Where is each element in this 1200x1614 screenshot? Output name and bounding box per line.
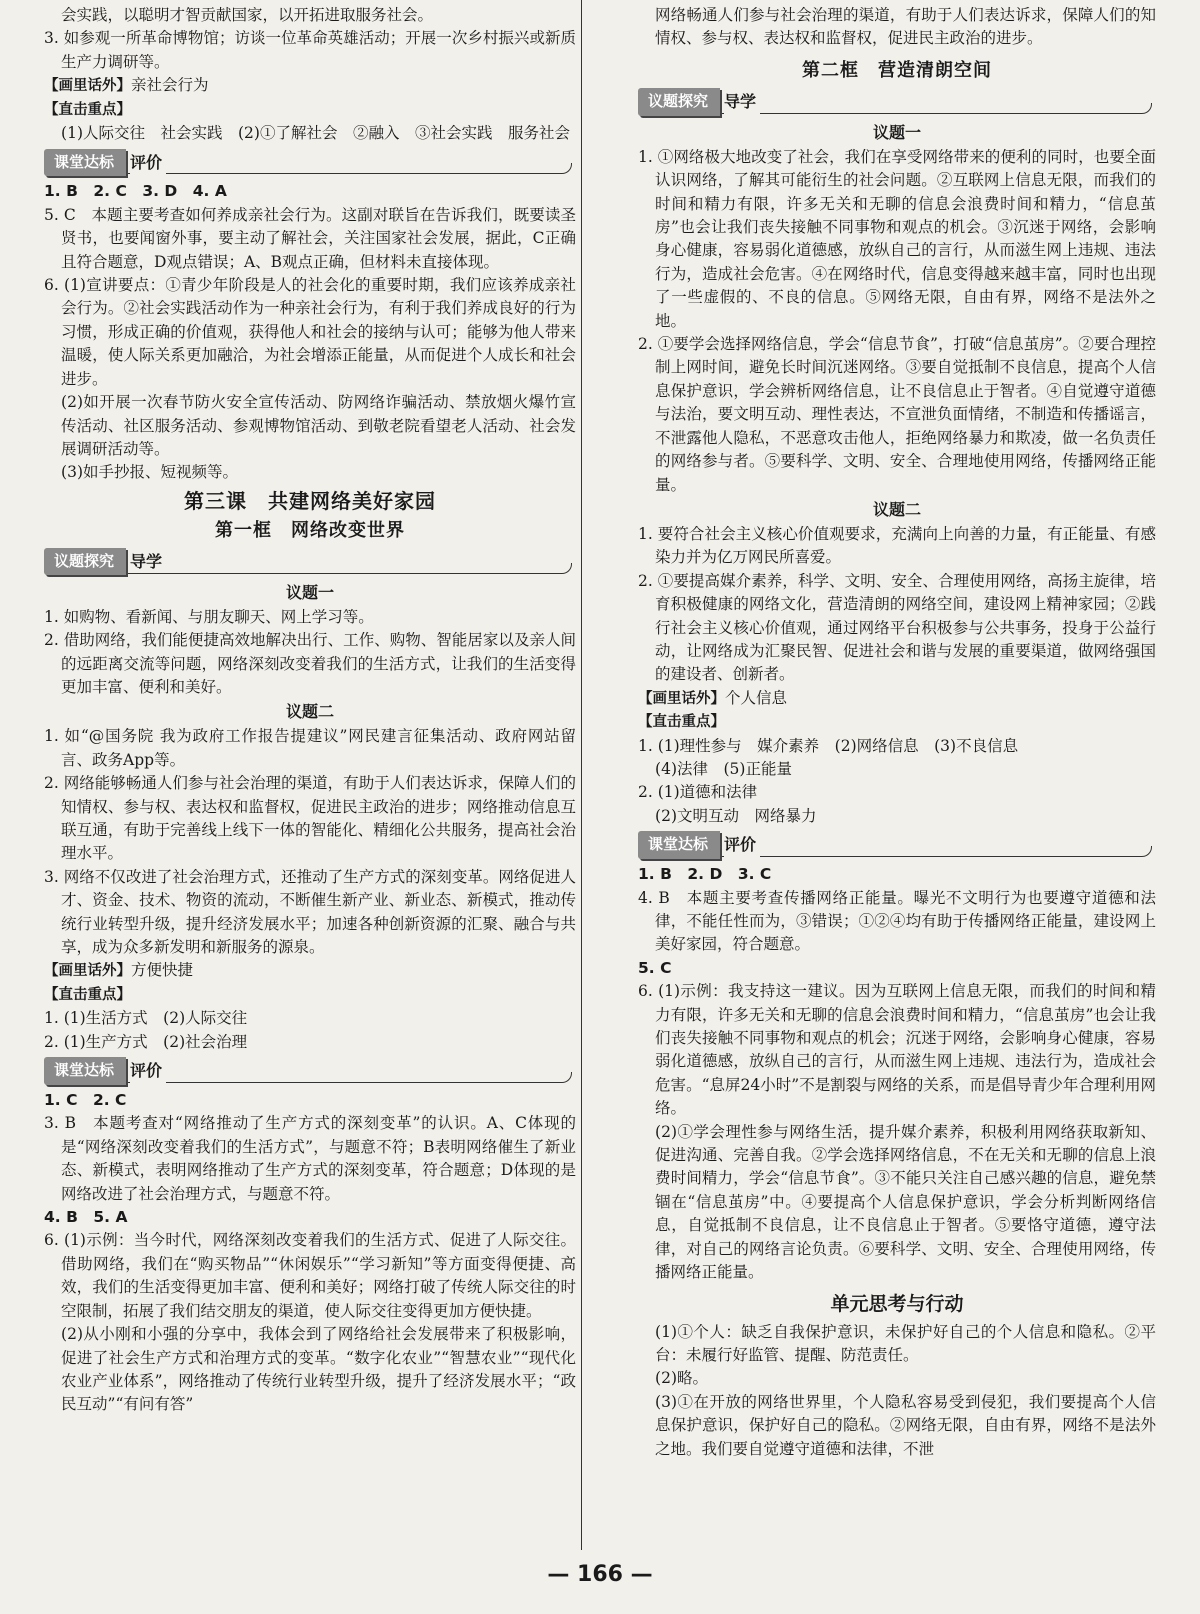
answer-item: 3. 网络不仅改进了社会治理方式，还推动了生产方式的深刻变革。网络促进人才、资金、技术、物资的流动，不断催生新产业、新业态、新模式，推动传统行业转型升级，提升经济发展水平；加速各种创新资源的汇聚、融合与共享，成为众多新发明和新服务的源泉。	[44, 867, 576, 956]
banner-box: 议题探究	[638, 88, 720, 115]
answer-item: (1)①个人：缺乏自我保护意识，未保护好自己的个人信息和隐私。②平台：未履行好监管、提醒、防范责任。	[655, 1322, 1156, 1364]
section-banner	[44, 549, 576, 575]
right-column	[638, 4, 1156, 1461]
section-banner	[44, 149, 576, 175]
answer-item: 2. (1)道德和法律	[638, 783, 758, 802]
banner-box: 课堂达标	[44, 1057, 126, 1084]
answer-item: 1. 如“@国务院 我为政府工作报告提建议”网民建言征集活动、政府网站留言、政务App等。	[44, 727, 576, 769]
huali-row	[44, 74, 576, 98]
banner-box: 课堂达标	[44, 149, 126, 176]
huali-text: 方便快捷	[131, 961, 194, 980]
answer-line: 4. B 5. A	[44, 1208, 128, 1227]
answer-line: 1. C 2. C	[44, 1091, 127, 1110]
banner-sub: 评价	[130, 1059, 166, 1082]
answer-item: 4. B 本题主要考查传播网络正能量。曝光不文明行为也要遵守道德和法律，不能任性而为，③错误；①②④均有助于传播网络正能量，建设网上美好家园，符合题意。	[638, 888, 1156, 954]
answer-item: 1. 要符合社会主义核心价值观要求，充满向上向善的力量，有正能量、有感染力并为亿万网民所喜爱。	[638, 524, 1156, 567]
page-number: — 166 —	[547, 1562, 653, 1587]
zhiji-label: 【直击重点】	[44, 986, 131, 1003]
answer-item: 2. ①要学会选择网络信息，学会“信息节食”，打破“信息茧房”。②要合理控制上网时间，避免长时间沉迷网络。③要自觉抵制不良信息，提高个人信息保护意识，学会辨析网络信息，让不良信息止于智者。④自觉遵守道德与法治，要文明互动、理性表达，不宣泄负面情绪，不制造和传播谣言，不泄露他人隐私，不恶意攻击他人，拒绝网络暴力和欺凌，做一名负责任的网络参与者。⑤要科学、文明、安全、合理地使用网络，传播网络正能量。	[638, 335, 1156, 494]
answer-line: 1. B 2. D 3. C	[638, 865, 772, 884]
text-line: 3. 如参观一所革命博物馆；访谈一位革命英雄活动；开展一次乡村振兴或新质生产力调研等。	[44, 29, 576, 71]
huali-row: 【画里话外】个人信息	[638, 688, 788, 707]
answer-item: 1. 如购物、看新闻、与朋友聊天、网上学习等。	[44, 607, 374, 626]
answer-item: (2)①学会理性参与网络生活，提升媒介素养，积极利用网络获取新知、促进沟通、完善自我。②学会选择网络信息，不在无关和无聊的信息上浪费时间精力，学会“信息节食”。③不能只关注自己感兴趣的信息，避免禁锢在“信息茧房”中。④要提高个人信息保护意识，学会分析判断网络信息，自觉抵制不良信息，让不良信息止于智者。⑤要恪守道德，遵守法律，对自己的网络言论负责。⑥要科学、文明、安全、合理使用网络，传播网络正能量。	[655, 1122, 1156, 1282]
answer-item: 2. 网络能够畅通人们参与社会治理的渠道，有助于人们表达诉求，保障人们的知情权、参与权、表达权和监督权，促进民主政治的进步；网络推动信息互联互通，有助于完善线上线下一体的智能化、精细化公共服务，提高社会治理水平。	[44, 774, 576, 863]
huali-label: 【画里话外】	[44, 78, 131, 95]
huali-row: 【画里话外】方便快捷	[44, 961, 194, 980]
answer-item: 1. (1)生活方式 (2)人际交往	[44, 1009, 248, 1028]
answer-item: 2. ①要提高媒介素养，科学、文明、安全、合理使用网络，高扬主旋律，培育积极健康的网络文化，营造清朗的网络空间，建设网上精神家园；②践行社会主义核心价值观，通过网络平台积极参与公共事务，投身于公益行动，让网络成为汇聚民智、促进社会和谐与发展的重要渠道，做网络强国的建设者、创新者。	[638, 571, 1156, 684]
topic-heading: 议题一	[285, 582, 334, 602]
answer-item: 1. ①网络极大地改变了社会，我们在享受网络带来的便利的同时，也要全面认识网络，了解其可能衍生的社会问题。②互联网上信息无限，而我们的时间和精力有限，许多无关和无聊的信息会浪费时间和精力，“信息茧房”也会让我们丧失接触不同事物和观点的机会。③沉迷于网络，会影响身心健康，容易弱化道德感，放纵自己的言行，从而滋生网上违规、违法行为，造成社会危害。④在网络时代，信息变得越来越丰富，同时也出现了一些虚假的、不良的信息。⑤网络无限，自由有界，网络不是法外之地。	[638, 147, 1156, 330]
section-banner	[638, 89, 1156, 115]
answer-item: 5. C 本题主要考查如何养成亲社会行为。这副对联旨在告诉我们，既要读圣贤书，也要闻窗外事，要主动了解社会，关注国家社会发展，据此，C正确且符合题意，D观点错误；A、B观点正确，但材料未直接体现。	[44, 205, 576, 271]
huali-text: 个人信息	[725, 688, 788, 707]
section-title: 第二框 营造清朗空间	[802, 59, 992, 81]
banner-sub: 评价	[724, 833, 760, 856]
section-title: 第一框 网络改变世界	[215, 519, 405, 541]
column-divider	[581, 0, 582, 1550]
text-line: 会实践，以聪明才智贡献国家，以开拓进取服务社会。	[61, 6, 434, 24]
answer-line: 5. C	[638, 958, 672, 977]
answer-item: 6. (1)示例：当今时代，网络深刻改变着我们的生活方式、促进了人际交往。借助网络，我们在“购买物品”“休闲娱乐”“学习新知”等方面变得便捷、高效，我们的生活变得更加丰富、便利和美好；网络打破了传统人际交往的时空限制，拓展了我们结交朋友的渠道，使人际交往变得更加方便快捷。	[44, 1231, 576, 1320]
zhiji-label: 【直击重点】	[44, 101, 131, 118]
answer-item: (3)如手抄报、短视频等。	[61, 463, 239, 482]
answer-item: 2. 借助网络，我们能便捷高效地解决出行、工作、购物、智能居家以及亲人间的远距离交流等问题，网络深刻改变着我们的生活方式，让我们的生活变得更加丰富、便利和美好。	[44, 631, 576, 696]
answer-item: (4)法律 (5)正能量	[655, 759, 792, 778]
answer-item: 1. (1)理性参与 媒介素养 (2)网络信息 (3)不良信息	[638, 736, 1019, 755]
banner-box: 课堂达标	[638, 831, 720, 858]
banner-sub: 导学	[130, 550, 166, 573]
left-column	[44, 4, 576, 1461]
lesson-title: 第三课 共建网络美好家园	[184, 488, 436, 513]
answer-item: (2)如开展一次春节防火安全宣传活动、防网络诈骗活动、禁放烟火爆竹宣传活动、社区服务活动、参观博物馆活动、到敬老院看望老人活动、社会发展调研活动等。	[61, 393, 576, 458]
huali-text: 亲社会行为	[131, 76, 209, 95]
answer-item: 6. (1)示例：我支持这一建议。因为互联网上信息无限，而我们的时间和精力有限，许多无关和无聊的信息会浪费时间和精力，“信息茧房”也会让我们丧失接触不同事物和观点的机会；沉迷于网络，会影响身心健康，容易弱化道德感，放纵自己的言行，从而滋生网上违规、违法行为，造成社会危害。“息屏24小时”不是割裂与网络的关系，而是倡导青少年合理利用网络。	[638, 982, 1156, 1118]
unit-title: 单元思考与行动	[830, 1292, 964, 1315]
zhiji-text: (1)人际交往 社会实践 (2)①了解社会 ②融入 ③社会实践 服务社会	[61, 124, 570, 143]
answer-item: (2)略。	[655, 1369, 709, 1388]
topic-heading: 议题二	[872, 499, 921, 519]
topic-heading: 议题一	[872, 122, 921, 142]
answer-line: 1. B 2. C 3. D 4. A	[44, 182, 227, 201]
topic-heading: 议题二	[285, 702, 334, 722]
answer-item: (3)①在开放的网络世界里，个人隐私容易受到侵犯，我们要提高个人信息保护意识，保护好自己的隐私。②网络无限，自由有界，网络不是法外之地。我们要自觉遵守道德和法律，不泄	[655, 1392, 1156, 1458]
answer-item: 6. (1)宣讲要点：①青少年阶段是人的社会化的重要时期，我们应该养成亲社会行为。②社会实践活动作为一种亲社会行为，有利于我们养成良好的行为习惯，形成正确的价值观，获得他人和社会的接纳与认可；能够为他人带来温暖，使人际关系更加融洽，为社会增添正能量，从而促进个人成长和社会进步。	[44, 276, 576, 388]
banner-box: 议题探究	[44, 548, 126, 575]
banner-sub: 评价	[130, 151, 166, 174]
text-line: 网络畅通人们参与社会治理的渠道，有助于人们表达诉求，保障人们的知情权、参与权、表达权和监督权，促进民主政治的进步。	[655, 6, 1156, 48]
section-banner	[44, 1058, 576, 1084]
answer-item: 2. (1)生产方式 (2)社会治理	[44, 1032, 248, 1051]
answer-item: (2)从小刚和小强的分享中，我体会到了网络给社会发展带来了积极影响，促进了社会生产方式和治理方式的变革。“数字化农业”“智慧农业”“现代化农业产业体系”，网络推动了传统行业转型升级，提升了经济发展水平；“政民互动”“有问有答”	[61, 1325, 576, 1414]
answer-item: (2)文明互动 网络暴力	[655, 806, 817, 825]
banner-sub: 导学	[724, 90, 760, 113]
answer-item: 3. B 本题考查对“网络推动了生产方式的深刻变革”的认识。A、C体现的是“网络深刻改变着我们的生活方式”，与题意不符；B表明网络催生了新业态、新模式，表明网络推动了生产方式的深刻变革，符合题意；D体现的是网络改进了社会治理方式，与题意不符。	[44, 1114, 576, 1203]
zhiji-label: 【直击重点】	[638, 714, 725, 731]
section-banner	[638, 832, 1156, 858]
